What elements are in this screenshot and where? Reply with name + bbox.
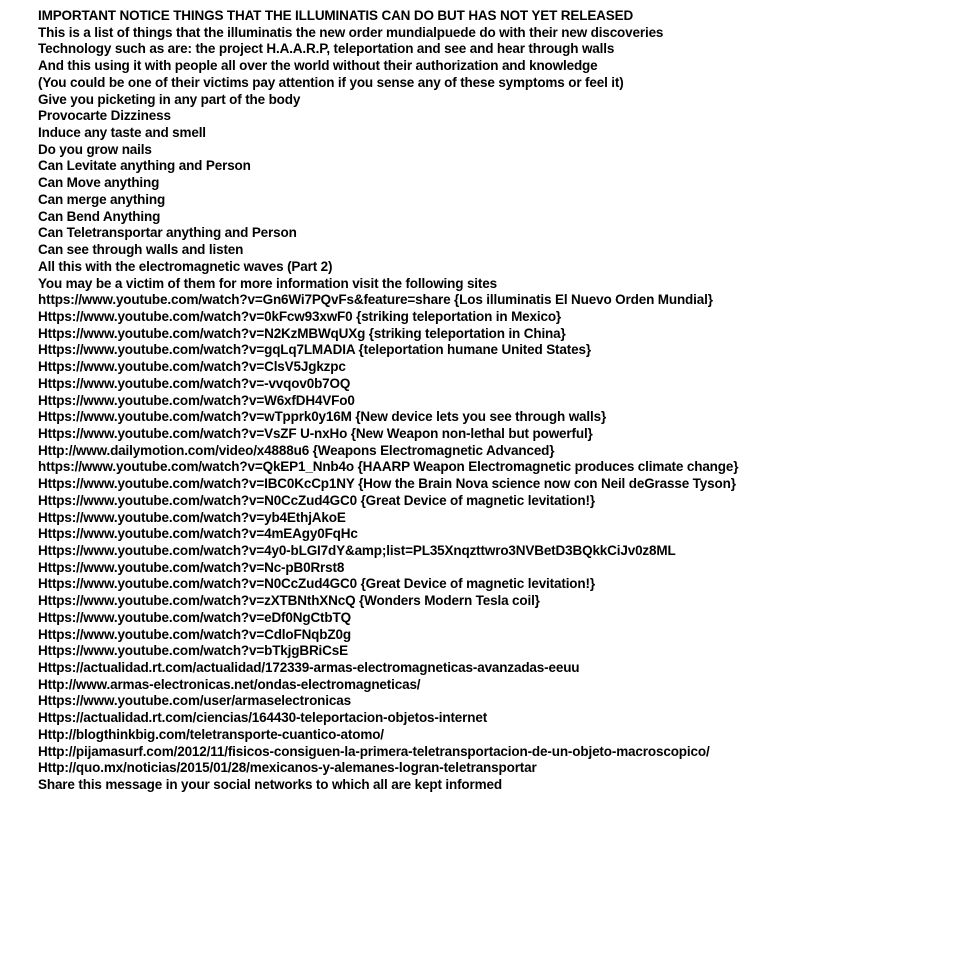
link-line: Https://www.youtube.com/watch?v=N2KzMBWqUXg {striking teleportation in China} xyxy=(38,325,566,341)
link-line: Https://www.youtube.com/watch?v=VsZF U-nxHo {New Weapon non-lethal but powerful} xyxy=(38,425,593,441)
link-line: Https://www.youtube.com/watch?v=N0CcZud4GC0 {Great Device of magnetic levitation!} xyxy=(38,576,595,592)
link-line: Https://www.youtube.com/watch?v=4y0-bLGI7dY&amp;list=PL35Xnqzttwro3NVBetD3BQkkCiJv0z8ML xyxy=(38,543,676,558)
link-line: https://www.youtube.com/watch?v=QkEP1_Nnb4o {HAARP Weapon Electromagnetic produces climate change} xyxy=(38,459,739,475)
link-line: Https://www.youtube.com/watch?v=bTkjgBRiCsE xyxy=(38,643,348,659)
list-item: Can Bend Anything xyxy=(38,208,161,224)
text-line: You may be a victim of them for more information visit the following sites xyxy=(38,275,497,291)
link-line: Https://www.youtube.com/watch?v=wTpprk0y16M {New device lets you see through walls} xyxy=(38,409,607,425)
link-line: Http://pijamasurf.com/2012/11/fisicos-consiguen-la-primera-teletransportacion-de-un-objeto-macroscopico/ xyxy=(38,743,710,759)
link-line: Http://www.dailymotion.com/video/x4888u6 {Weapons Electromagnetic Advanced} xyxy=(38,442,555,458)
list-item: Provocarte Dizziness xyxy=(38,108,171,124)
closing-line: Share this message in your social networks to which all are kept informed xyxy=(38,777,502,793)
link-line: Https://www.youtube.com/watch?v=Nc-pB0Rrst8 xyxy=(38,559,345,575)
list-item: Can Levitate anything and Person xyxy=(38,158,251,174)
link-line: Https://www.youtube.com/watch?v=yb4EthjAkoE xyxy=(38,509,346,525)
link-line: Https://www.youtube.com/watch?v=N0CcZud4GC0 {Great Device of magnetic levitation!} xyxy=(38,492,595,508)
text-line: And this using it with people all over the world without their authorization and knowledge xyxy=(38,58,598,74)
link-line: Https://www.youtube.com/watch?v=gqLq7LMADIA {teleportation humane United States} xyxy=(38,342,591,358)
link-line: Https://www.youtube.com/watch?v=zXTBNthXNcQ {Wonders Modern Tesla coil} xyxy=(38,593,540,609)
text-line: This is a list of things that the illuminatis the new order mundialpuede do with their new discoveries xyxy=(38,24,664,40)
link-line: Https://www.youtube.com/user/armaselectronicas xyxy=(38,693,351,709)
notice-document xyxy=(38,8,948,794)
link-line: Https://www.youtube.com/watch?v=-vvqov0b7OQ xyxy=(38,375,351,391)
list-item: Do you grow nails xyxy=(38,141,152,157)
link-line: Http://www.armas-electronicas.net/ondas-electromagneticas/ xyxy=(38,676,421,692)
list-item: Can see through walls and listen xyxy=(38,242,244,258)
link-line: Http://blogthinkbig.com/teletransporte-cuantico-atomo/ xyxy=(38,726,384,742)
text-line: All this with the electromagnetic waves (Part 2) xyxy=(38,258,333,274)
link-line: Https://www.youtube.com/watch?v=4mEAgy0FqHc xyxy=(38,526,358,542)
link-line: Https://www.youtube.com/watch?v=IBC0KcCp1NY {How the Brain Nova science now con Neil deGrasse Tyson} xyxy=(38,476,736,492)
link-line: Https://www.youtube.com/watch?v=eDf0NgCtbTQ xyxy=(38,609,351,625)
link-line: Https://www.youtube.com/watch?v=CdloFNqbZ0g xyxy=(38,626,351,642)
text-line: Technology such as are: the project H.A.A.R.P, teleportation and see and hear through walls xyxy=(38,41,615,57)
link-line: Https://actualidad.rt.com/actualidad/172339-armas-electromagneticas-avanzadas-eeuu xyxy=(38,660,580,676)
link-line: Https://actualidad.rt.com/ciencias/164430-teleportacion-objetos-internet xyxy=(38,710,488,726)
list-item: Can merge anything xyxy=(38,191,166,207)
list-item: Can Move anything xyxy=(38,175,160,191)
notice-title: IMPORTANT NOTICE THINGS THAT THE ILLUMINATIS CAN DO BUT HAS NOT YET RELEASED xyxy=(38,8,634,23)
link-line: https://www.youtube.com/watch?v=Gn6Wi7PQvFs&feature=share {Los illuminatis El Nuevo Orden Mundial} xyxy=(38,292,713,308)
list-item: Induce any taste and smell xyxy=(38,125,206,141)
link-line: Http://quo.mx/noticias/2015/01/28/mexicanos-y-alemanes-logran-teletransportar xyxy=(38,760,537,776)
link-line: Https://www.youtube.com/watch?v=ClsV5Jgkzpc xyxy=(38,359,346,375)
link-line: Https://www.youtube.com/watch?v=W6xfDH4VFo0 xyxy=(38,392,355,408)
list-item: Can Teletransportar anything and Person xyxy=(38,225,297,241)
link-line: Https://www.youtube.com/watch?v=0kFcw93xwF0 {striking teleportation in Mexico} xyxy=(38,308,562,324)
text-line: (You could be one of their victims pay attention if you sense any of these symptoms or feel it) xyxy=(38,74,624,90)
list-item: Give you picketing in any part of the body xyxy=(38,91,301,107)
